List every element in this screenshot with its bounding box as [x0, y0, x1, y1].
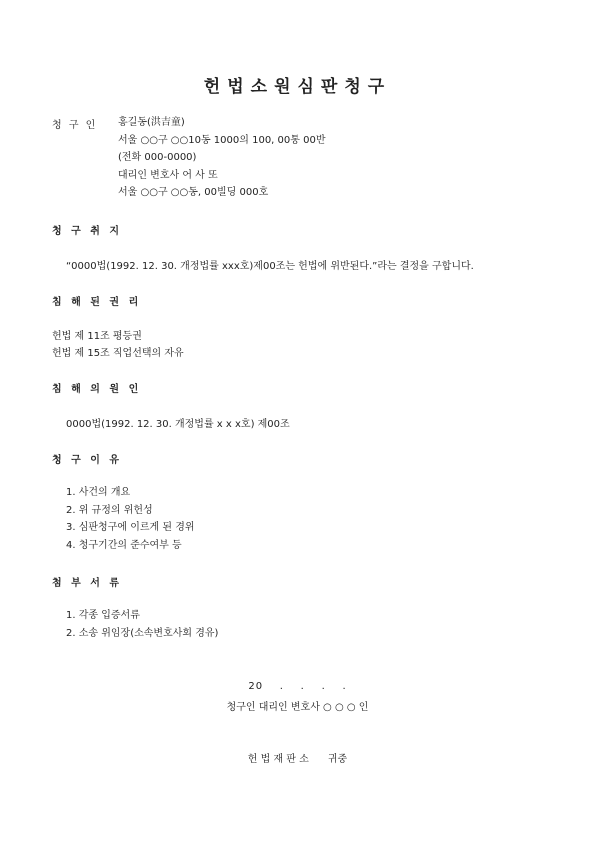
claimant-phone: (전화 000-0000) — [118, 152, 197, 163]
claimant-attorney: 대리인 변호사 어 사 또 — [118, 169, 218, 181]
claimant-details — [118, 116, 325, 204]
cause-text: 0000법(1992. 12. 30. 개정법률 x x x호) 제00조 — [66, 419, 290, 430]
claimant-name: 홍길동(洪吉童) — [118, 117, 185, 128]
document-title: 헌법소원심판청구 — [203, 77, 392, 97]
claimant-address: 서울 ○○구 ○○10동 1000의 100, 00통 00반 — [118, 134, 326, 146]
purpose-text: “0000법(1992. 12. 30. 개정법률 xxx호)제00조는 헌법에 위반된다.”라는 결정을 구합니다. — [66, 261, 474, 272]
list-item: 1. 사건의 개요 — [66, 487, 131, 498]
list-item: 2. 소송 위임장(소속변호사회 경유) — [66, 627, 219, 639]
list-item: 2. 위 규정의 위헌성 — [66, 504, 153, 516]
attachments-list — [66, 609, 218, 644]
signature-line: 청구인 대리인 변호사 ○ ○ ○ 인 — [226, 702, 369, 713]
claimant-label: 청 구 인 — [52, 120, 98, 131]
list-item: 4. 청구기간의 준수여부 등 — [66, 539, 182, 551]
date-line: 20 . . . . — [248, 681, 347, 692]
attachments-heading: 첨 부 서 류 — [52, 578, 123, 589]
attorney-address: 서울 ○○구 ○○동, 00빌딩 000호 — [118, 187, 269, 198]
right-item: 헌법 제 11조 평등권 — [52, 331, 142, 342]
addressee-line: 헌 법 재 판 소 귀중 — [247, 754, 348, 765]
right-item: 헌법 제 15조 직업선택의 자유 — [52, 348, 184, 359]
reasons-heading: 청 구 이 유 — [52, 455, 123, 466]
purpose-heading: 청 구 취 지 — [52, 226, 123, 237]
list-item: 1. 각종 입증서류 — [66, 610, 140, 621]
rights-heading: 침 해 된 권 리 — [52, 297, 142, 308]
list-item: 3. 심판청구에 이르게 된 경위 — [66, 522, 195, 533]
reasons-list — [66, 486, 195, 556]
cause-heading: 침 해 의 원 인 — [52, 384, 142, 395]
